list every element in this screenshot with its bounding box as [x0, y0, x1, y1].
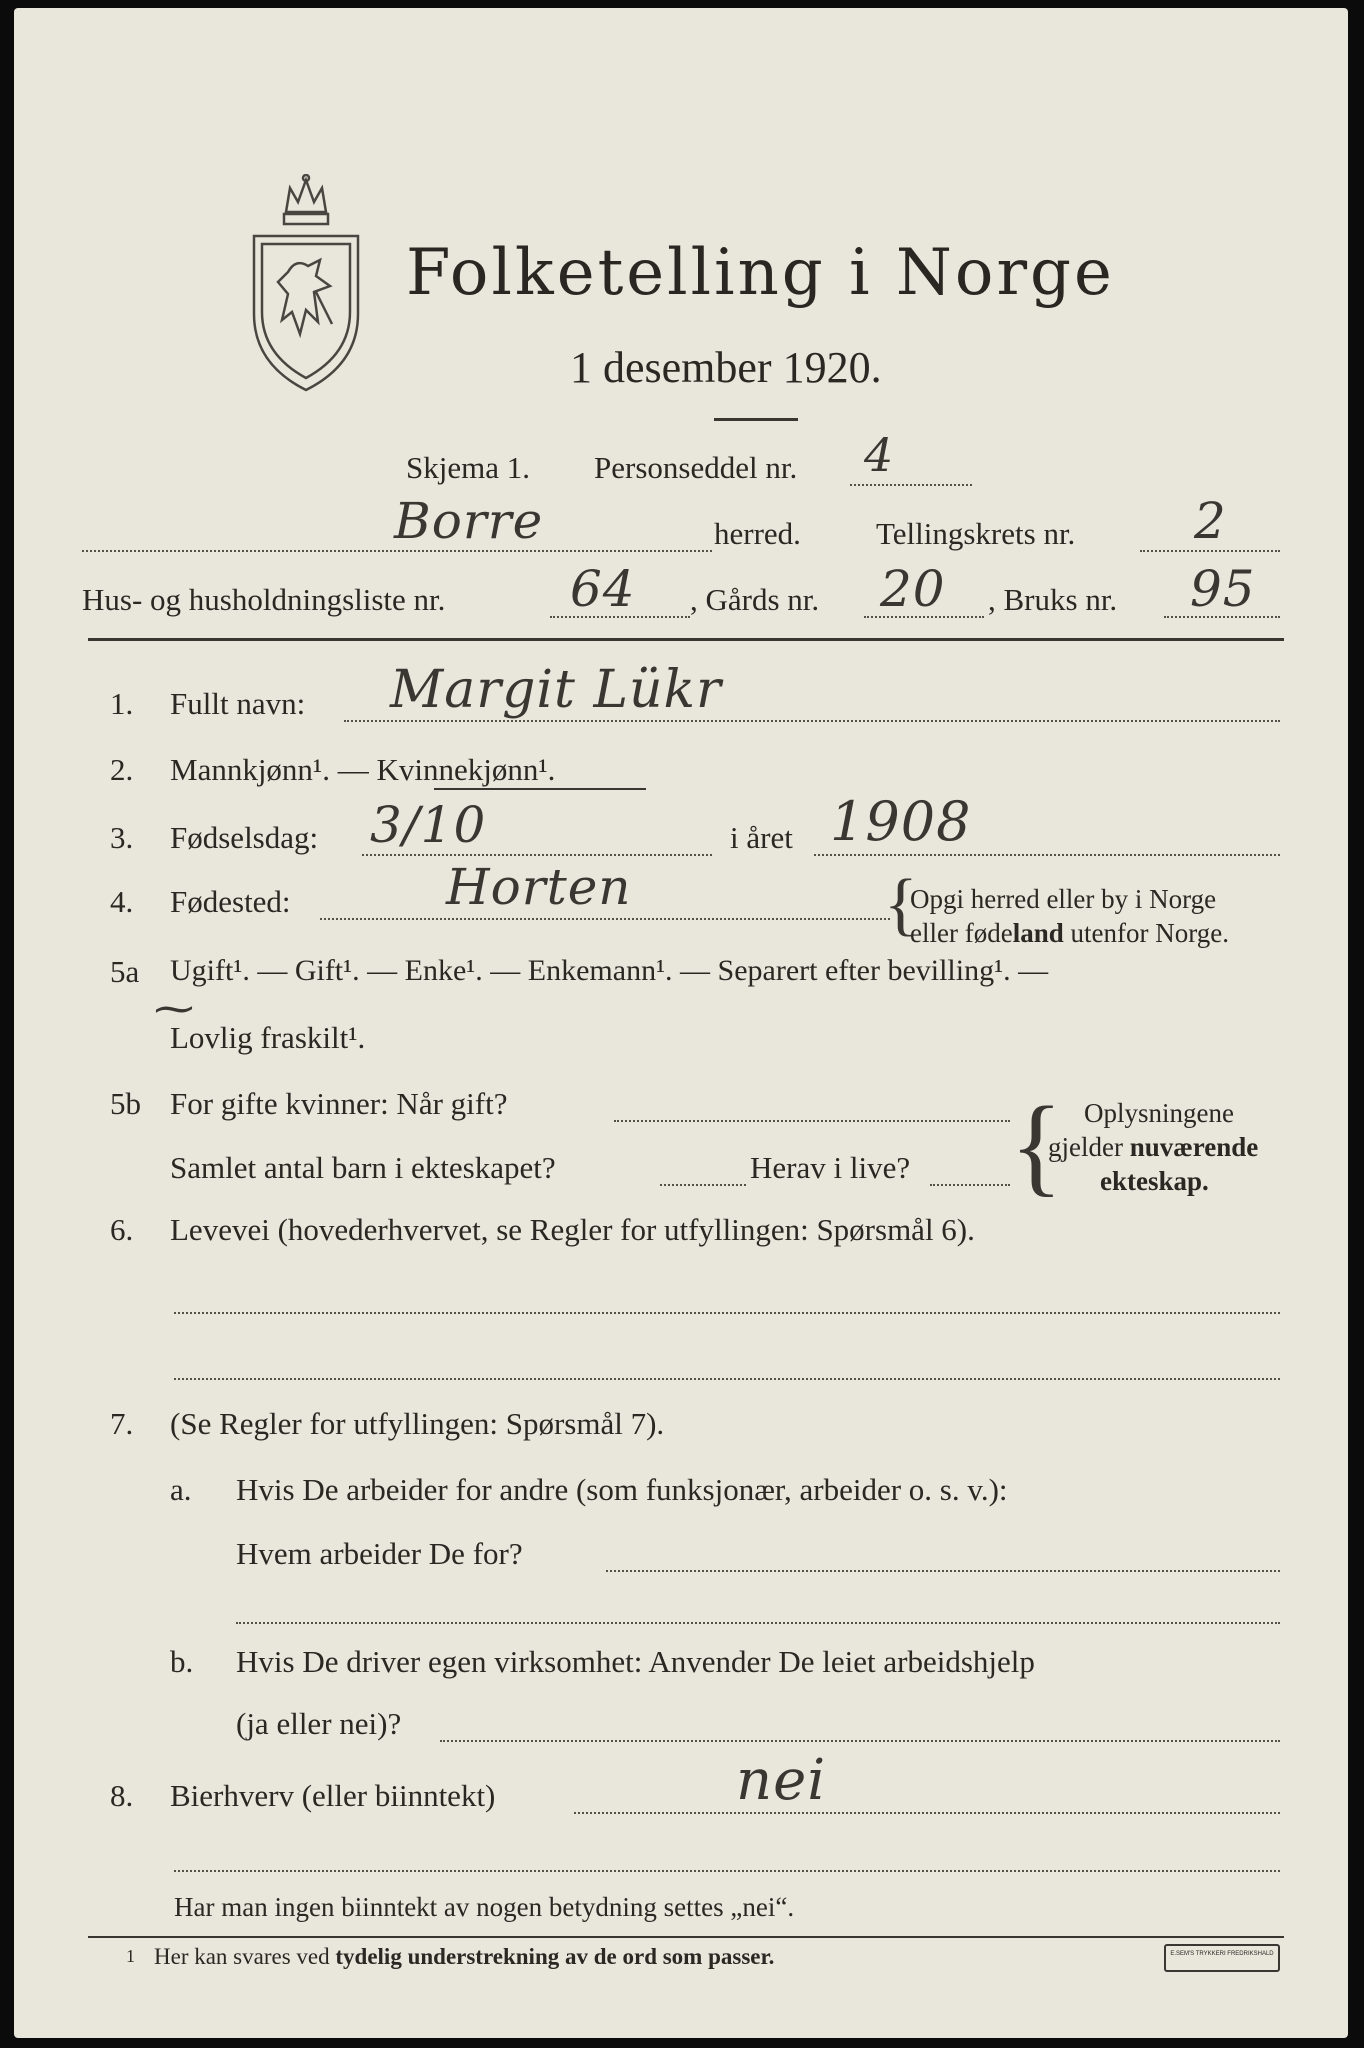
side-income-field[interactable] — [574, 1812, 1280, 1814]
employer-field-2[interactable] — [236, 1622, 1280, 1624]
q7b-letter: b. — [170, 1644, 194, 1679]
schema-label: Skjema 1. — [406, 450, 530, 485]
q2-number: 2. — [110, 752, 134, 787]
q1-label: Fullt navn: — [170, 686, 306, 721]
footnote-divider — [88, 1936, 1284, 1938]
birthyear-value: 1908 — [830, 790, 972, 853]
q5b-line1: For gifte kvinner: Når gift? — [170, 1086, 508, 1121]
q3-number: 3. — [110, 820, 134, 855]
side-income-field-2[interactable] — [174, 1870, 1280, 1872]
printer-mark: E.SEM'S TRYKKERI FREDRIKSHALD — [1164, 1944, 1280, 1972]
q1-number: 1. — [110, 686, 134, 721]
gender-options[interactable]: Mannkjønn¹. — Kvinnekjønn¹. — [170, 752, 556, 787]
q7a-line1: Hvis De arbeider for andre (som funksjonær, arbeider o. s. v.): — [236, 1472, 1008, 1507]
title-divider — [714, 418, 798, 421]
coat-of-arms-icon — [236, 174, 376, 394]
herred-value: Borre — [394, 492, 544, 550]
q5b-children-label: Samlet antal barn i ekteskapet? — [170, 1150, 556, 1185]
q4-note-2b: land — [1012, 918, 1064, 948]
q4-note-2c: utenfor Norge. — [1063, 918, 1229, 948]
person-nr-value: 4 — [864, 428, 895, 482]
q4-note-2 — [910, 918, 1229, 949]
q8-number: 8. — [110, 1778, 134, 1813]
birthyear-field[interactable] — [814, 854, 1280, 856]
footnote-text — [154, 1944, 774, 1970]
herred-field[interactable] — [82, 550, 712, 552]
marital-status-mark: ⁓ — [154, 986, 195, 1032]
birthdate-value: 3/10 — [370, 796, 487, 854]
marital-status-options[interactable]: Ugift¹. — Gift¹. — Enke¹. — Enkemann¹. — Separert efter bevilling¹. — — [170, 954, 1049, 987]
q5b-note-3: ekteskap. — [1100, 1166, 1209, 1196]
q4-note-2a: eller føde — [910, 918, 1013, 948]
q7b-line2: (ja eller nei)? — [236, 1706, 402, 1741]
birthplace-value: Horten — [446, 858, 632, 916]
q7a-letter: a. — [170, 1472, 192, 1507]
hus-label: Hus- og husholdningsliste nr. — [82, 582, 446, 617]
q5b-note-2 — [1048, 1132, 1258, 1163]
q6-label: Levevei (hovederhvervet, se Regler for utfyllingen: Spørsmål 6). — [170, 1212, 975, 1247]
side-income-value: nei — [736, 1748, 827, 1813]
person-nr-field[interactable] — [850, 484, 972, 486]
census-form — [14, 8, 1348, 2038]
bruks-label: , Bruks nr. — [988, 582, 1118, 617]
herred-label: herred. — [714, 516, 801, 551]
header-divider — [88, 638, 1284, 641]
children-alive-field[interactable] — [930, 1184, 1010, 1186]
q4-number: 4. — [110, 884, 134, 919]
q6-number: 6. — [110, 1212, 134, 1247]
census-date: 1 desember 1920. — [570, 343, 882, 392]
person-label: Personseddel nr. — [594, 450, 798, 485]
birthdate-field[interactable] — [362, 854, 712, 856]
q5b-brace: { — [1010, 1084, 1063, 1206]
divorced-option[interactable]: Lovlig fraskilt¹. — [170, 1020, 366, 1055]
gards-label: , Gårds nr. — [690, 582, 820, 617]
q3-year-label: i året — [730, 820, 793, 855]
q7a-line2: Hvem arbeider De for? — [236, 1536, 523, 1571]
q5b-alive-label: Herav i live? — [750, 1150, 911, 1185]
q4-brace: { — [884, 866, 918, 943]
employer-field[interactable] — [606, 1570, 1280, 1572]
q7-number: 7. — [110, 1406, 134, 1441]
hus-value: 64 — [570, 560, 636, 618]
children-count-field[interactable] — [660, 1184, 746, 1186]
occupation-field-1[interactable] — [174, 1312, 1280, 1314]
krets-value: 2 — [1194, 492, 1227, 550]
full-name-value: Margit Lükr — [390, 660, 722, 720]
hired-help-field[interactable] — [440, 1740, 1280, 1742]
gards-value: 20 — [880, 560, 946, 618]
occupation-field-2[interactable] — [174, 1378, 1280, 1380]
q5b-note-2a: gjelder — [1048, 1132, 1130, 1162]
married-when-field[interactable] — [614, 1120, 1010, 1122]
krets-field[interactable] — [1140, 550, 1280, 552]
q4-label: Fødested: — [170, 884, 291, 919]
q3-label: Fødselsdag: — [170, 820, 319, 855]
footnote-mark: 1 — [126, 1946, 135, 1966]
q4-note-1: Opgi herred eller by i Norge — [910, 884, 1217, 914]
form-title: Folketelling i Norge — [406, 236, 1115, 310]
q7-label: (Se Regler for utfyllingen: Spørsmål 7). — [170, 1406, 665, 1441]
q5b-note-1: Oplysningene — [1084, 1098, 1234, 1128]
q8-note: Har man ingen biinntekt av nogen betydning settes „nei“. — [174, 1892, 795, 1922]
q8-label: Bierhverv (eller biinntekt) — [170, 1778, 496, 1813]
q5b-number: 5b — [110, 1086, 141, 1121]
footnote-text-a: Her kan svares ved — [154, 1944, 336, 1969]
footnote-text-b: tydelig understrekning av de ord som passer. — [335, 1944, 775, 1969]
gender-underline — [434, 788, 646, 790]
q5a-number: 5a — [110, 954, 140, 989]
birthplace-field[interactable] — [320, 918, 890, 920]
full-name-field[interactable] — [344, 720, 1280, 722]
q5b-note-2b: nuværende — [1129, 1132, 1259, 1162]
bruks-value: 95 — [1190, 560, 1256, 618]
krets-label: Tellingskrets nr. — [876, 516, 1076, 551]
q7b-line1: Hvis De driver egen virksomhet: Anvender De leiet arbeidshjelp — [236, 1644, 1035, 1679]
